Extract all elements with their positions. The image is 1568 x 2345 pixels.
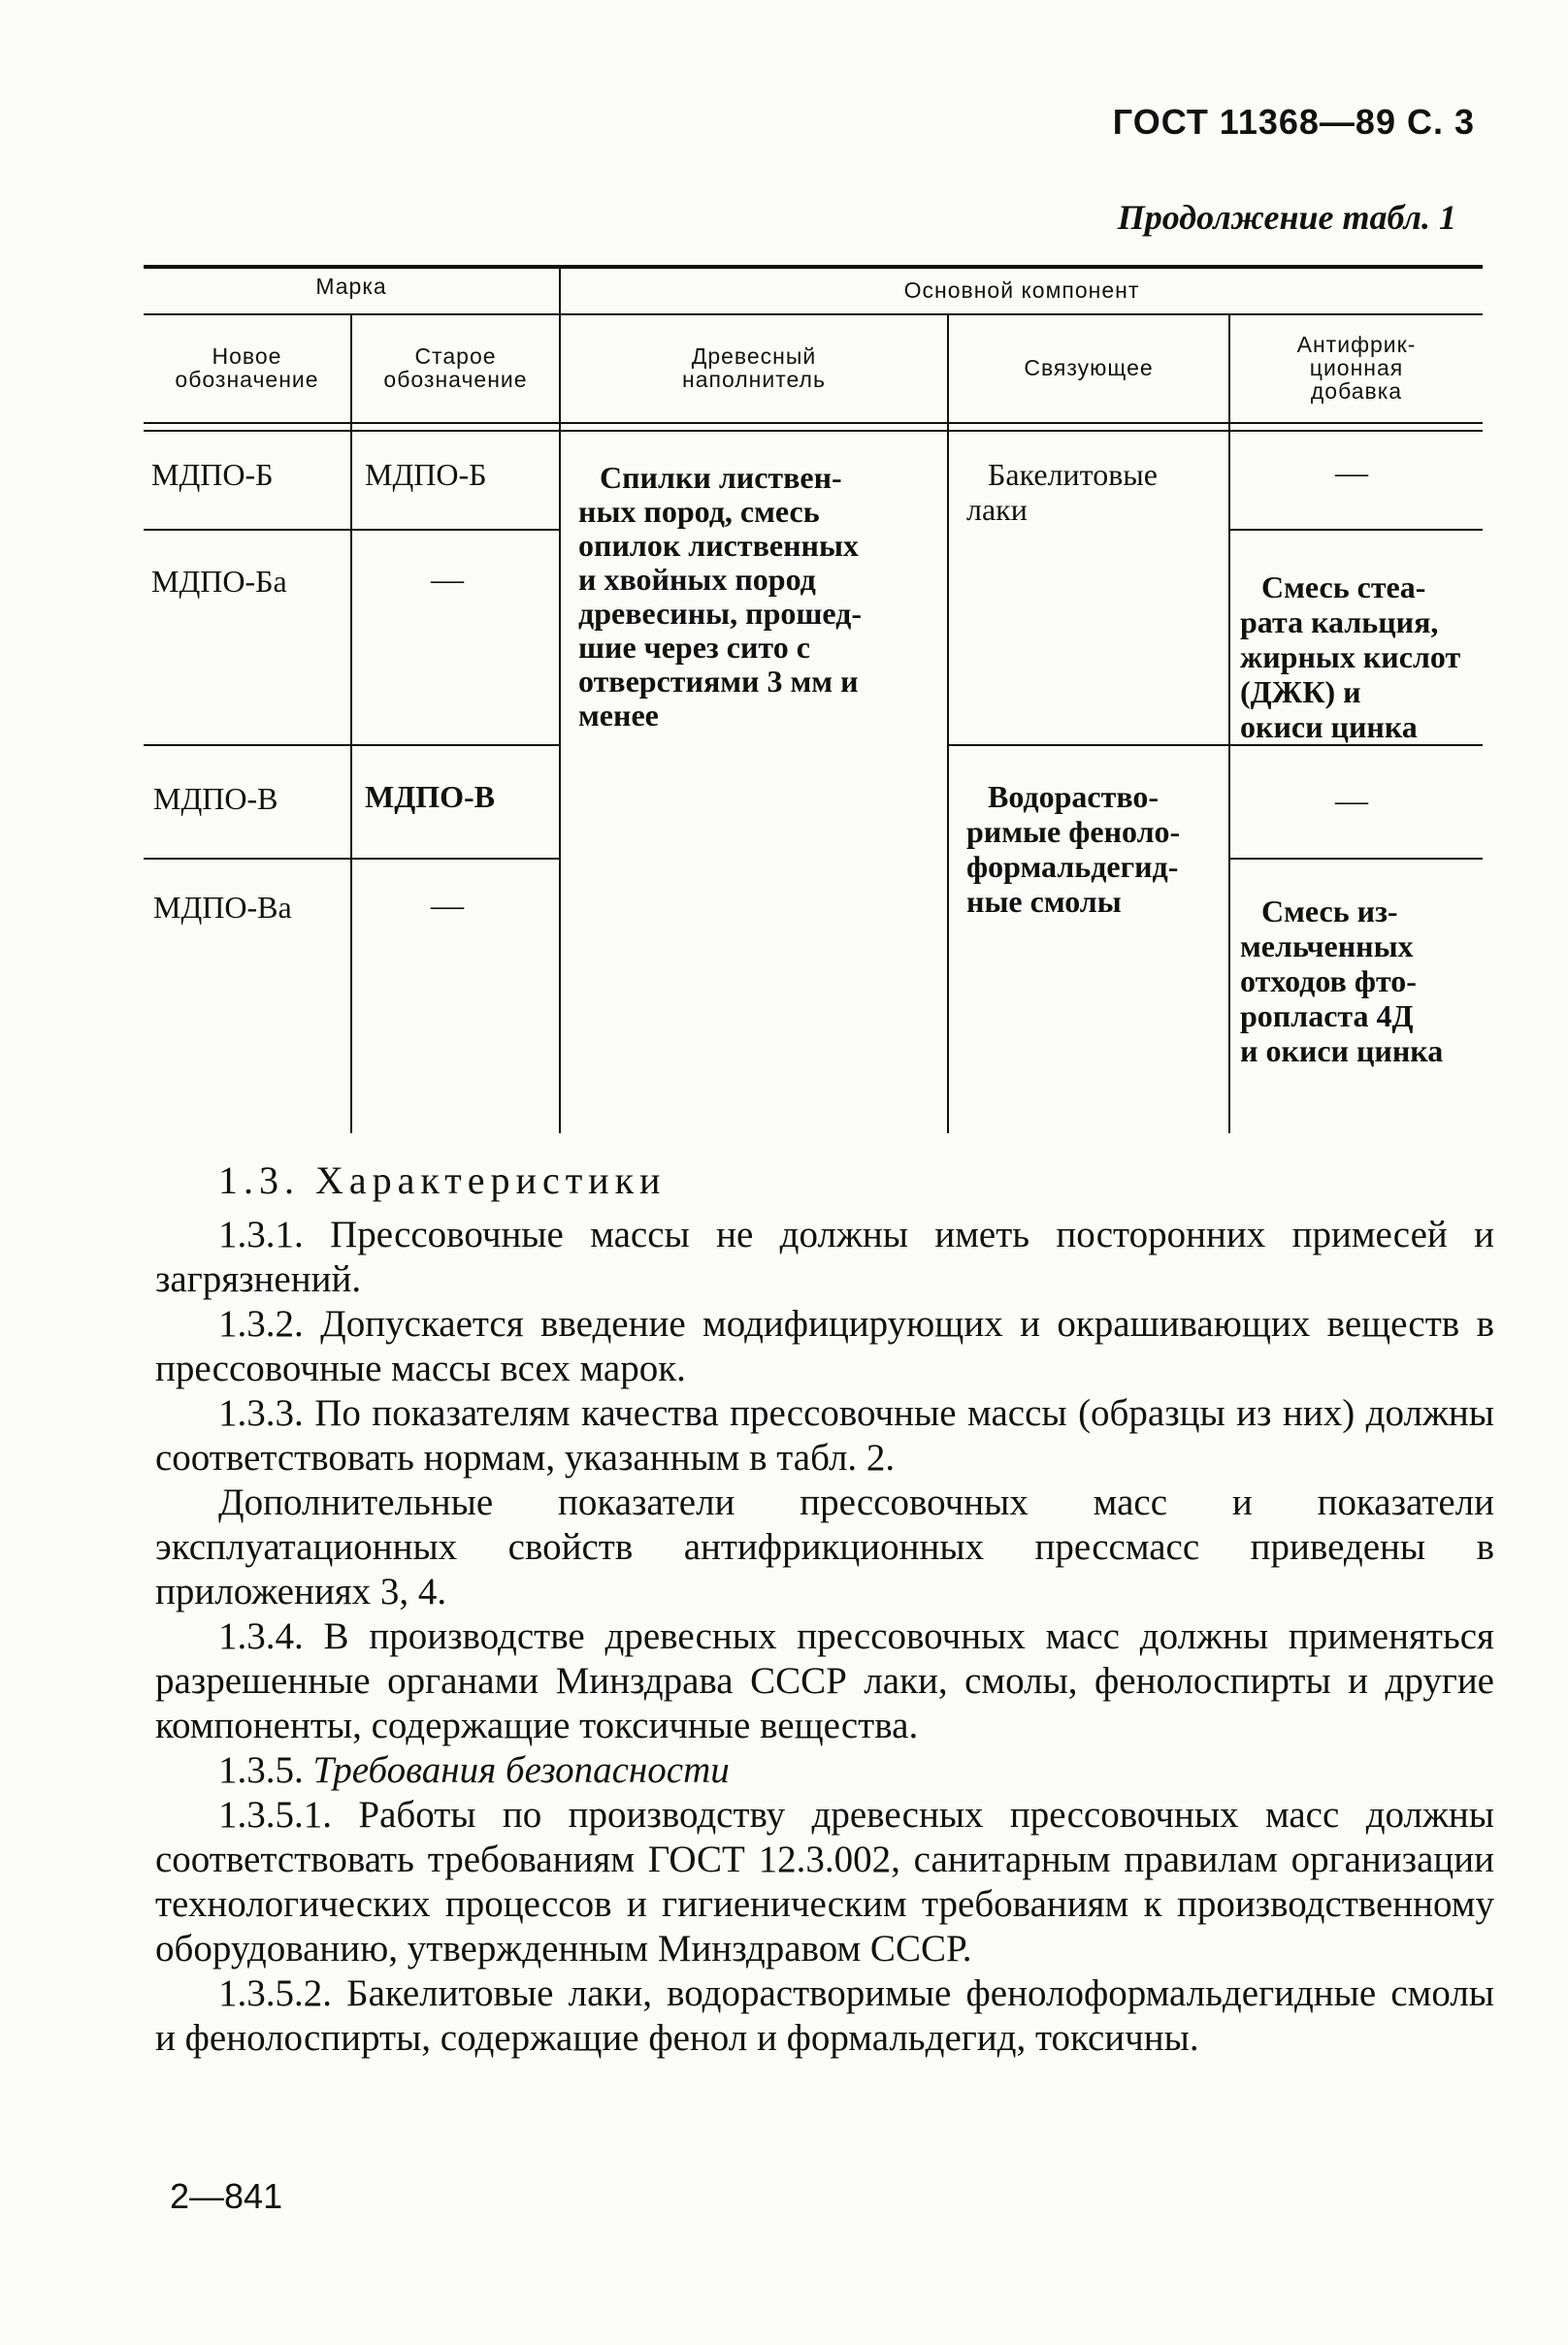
subsection-number: 1.3.5. — [218, 1749, 304, 1791]
header-bottom-rule — [144, 422, 1483, 424]
subsection-heading — [155, 1748, 1494, 1793]
header-old-designation: Старое обозначение — [383, 343, 528, 392]
cell-old-designation: — — [431, 562, 464, 598]
composition-table — [144, 265, 1483, 1133]
header-marka: Марка — [315, 274, 387, 299]
table-top-rule — [144, 265, 1483, 269]
column-rule — [559, 265, 561, 1133]
row-rule — [1228, 858, 1483, 860]
cell-new-designation: МДПО-Ба — [151, 564, 287, 599]
row-rule — [947, 744, 1483, 746]
page-footer-mark: 2—841 — [170, 2176, 283, 2216]
column-rule — [1228, 313, 1230, 1133]
header-binder: Связующее — [1024, 355, 1154, 380]
cell-additive: Смесь из- мельченных отходов фто- ропласта 4Д и окиси цинка — [1240, 894, 1444, 1068]
header-subrule — [144, 313, 1483, 315]
paragraph: Дополнительные показатели прессовочных масс и показатели эксплуатационных свойств антифрикционных прессмасс приведены в приложениях 3, 4. — [155, 1482, 1494, 1612]
subsection-title: Требования безопасности — [312, 1749, 730, 1791]
cell-binder: Бакелитовые лаки — [966, 457, 1158, 527]
paragraph: 1.3.3. По показателям качества прессовочные массы (образцы из них) должны соответствовать нормам, указанным в табл. 2. — [155, 1392, 1494, 1479]
column-rule — [947, 313, 949, 1133]
body-text-block — [155, 1213, 1494, 2061]
cell-old-designation: — — [431, 888, 464, 924]
cell-new-designation: МДПО-Ва — [153, 890, 292, 925]
cell-binder: Водораство- римые феноло- формальдегид- ные смолы — [966, 779, 1181, 919]
paragraph: 1.3.5.1. Работы по производству древесных прессовочных масс должны соответствовать требованиям ГОСТ 12.3.002, санитарным правилам организации технологических процессов и гигиеническим требованиям к производственному оборудованию, утвержденным Минздравом СССР. — [155, 1794, 1494, 1970]
header-wood-filler: Древесный наполнитель — [682, 343, 826, 392]
header-new-designation: Новое обозначение — [175, 343, 319, 392]
document-reference: ГОСТ 11368—89 С. 3 — [1112, 102, 1475, 142]
paragraph: 1.3.2. Допускается введение модифицирующих и окрашивающих веществ в прессовочные массы всех марок. — [155, 1303, 1494, 1389]
cell-new-designation: МДПО-Б — [151, 457, 274, 492]
section-title: 1.3. Характеристики — [218, 1158, 667, 1202]
paragraph: 1.3.1. Прессовочные массы не должны иметь посторонних примесей и загрязнений. — [155, 1214, 1494, 1300]
paragraph: 1.3.5.2. Бакелитовые лаки, водорастворимые фенолоформальдегидные смолы и фенолоспирты, содержащие фенол и формальдегид, токсичны. — [155, 1972, 1494, 2059]
cell-old-designation: МДПО-В — [365, 779, 495, 814]
header-bottom-rule-2 — [144, 430, 1483, 432]
cell-additive: Смесь стеа- рата кальция, жирных кислот (ДЖК) и окиси цинка — [1240, 570, 1461, 744]
header-main-component: Основной компонент — [903, 277, 1140, 303]
cell-wood-filler: Спилки листвен- ных пород, смесь опилок лиственных и хвойных пород древесины, прошед- шие через сито с отверстиями 3 мм и менее — [578, 460, 862, 733]
cell-additive: — — [1335, 783, 1368, 819]
table-continuation-label: Продолжение табл. 1 — [1117, 198, 1456, 237]
row-rule — [1228, 529, 1483, 531]
column-rule — [350, 313, 352, 1133]
cell-old-designation: МДПО-Б — [365, 457, 487, 492]
cell-new-designation: МДПО-В — [153, 781, 278, 816]
paragraph: 1.3.4. В производстве древесных прессовочных масс должны применяться разрешенные органами Минздрава СССР лаки, смолы, фенолоспирты и другие компоненты, содержащие токсичные вещества. — [155, 1615, 1494, 1746]
cell-additive: — — [1335, 455, 1368, 491]
header-additive: Антифрик- ционная добавка — [1296, 332, 1417, 404]
